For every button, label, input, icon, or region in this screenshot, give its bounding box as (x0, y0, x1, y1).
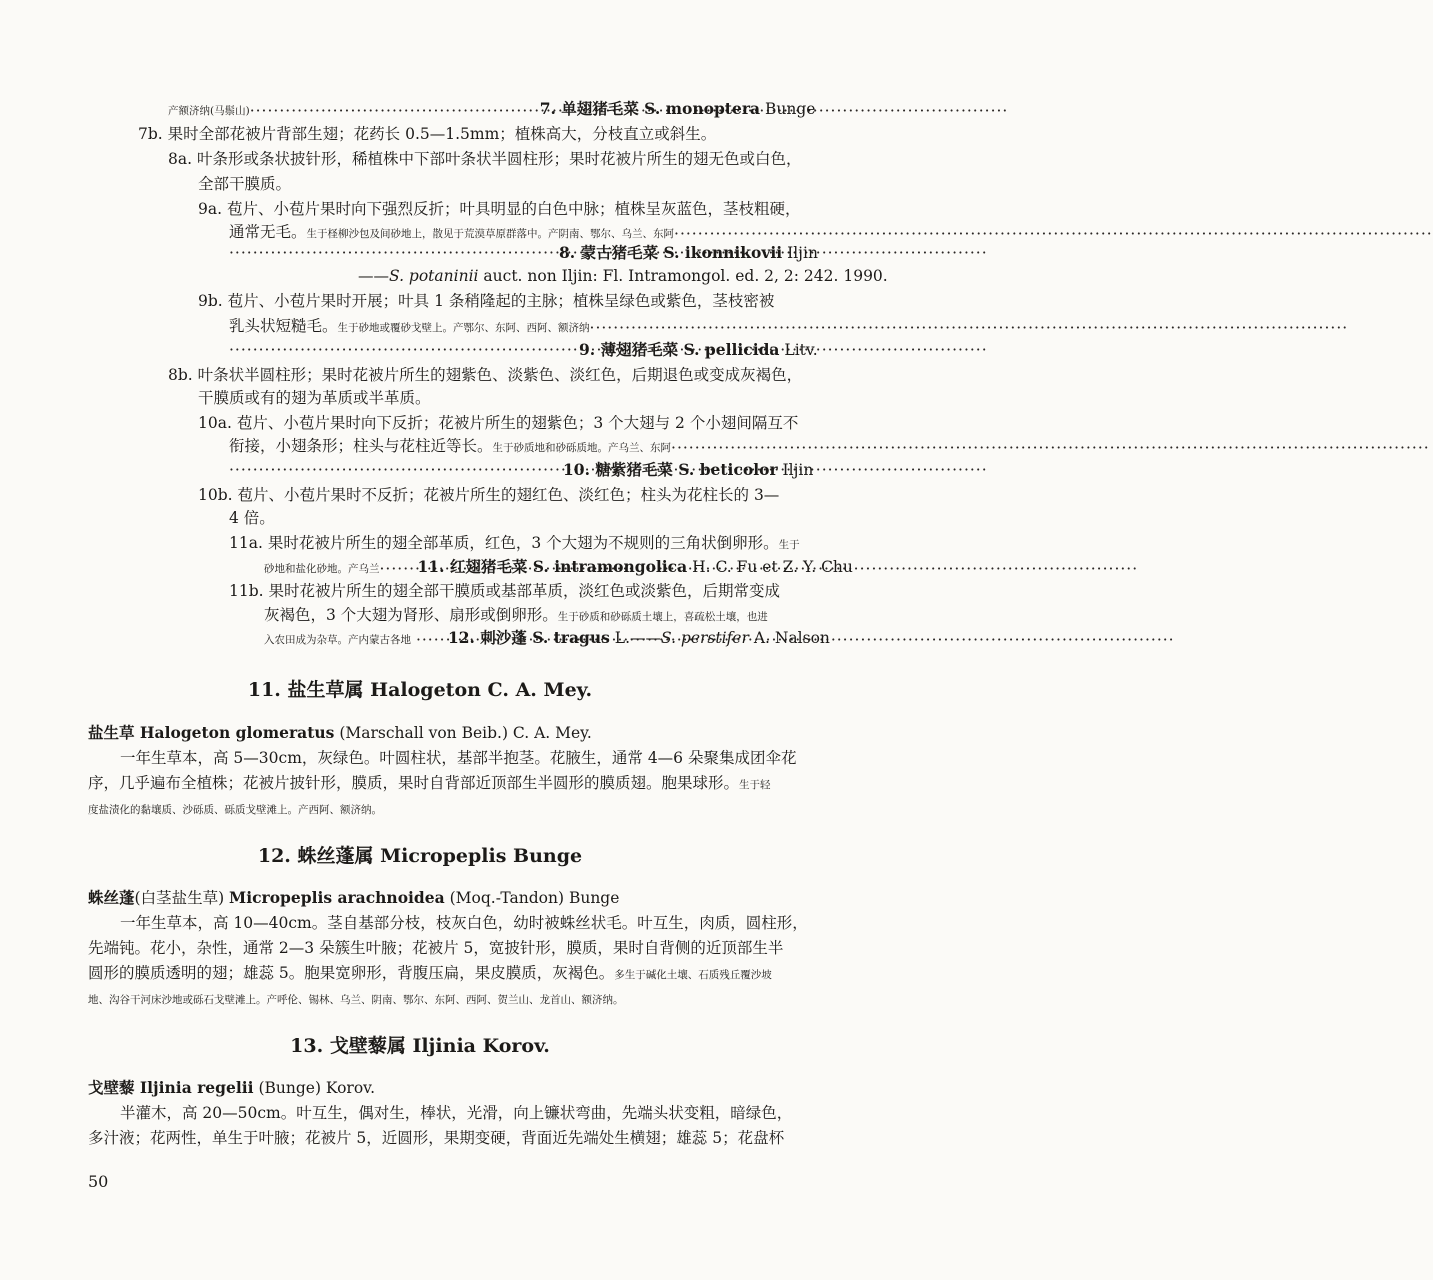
genus-heading-11: 11. 盐生草属 Halogeton C. A. Mey. (247, 679, 593, 701)
distribution-text: 入农田成为杂草。产内蒙古各地 (264, 634, 411, 646)
synonym-name: S. perstifer (661, 629, 749, 647)
species-latin-name: Micropeplis arachnoidea (229, 888, 445, 907)
key-number: 11b. (229, 582, 264, 600)
key-number: 11a. (229, 534, 263, 552)
species-alt-name: (白茎盐生草) (134, 889, 230, 907)
species-latin-name: Halogeton glomeratus (139, 723, 335, 742)
key-line-11a (229, 533, 800, 555)
key-line-9a-cont (229, 222, 774, 244)
species-heading (88, 888, 619, 908)
species-name: 7. 单翅猪毛菜 S. monoptera (539, 99, 761, 118)
page-number: 50 (88, 1172, 109, 1191)
distribution-text: 生于柽柳沙包及间砂地上，散见于荒漠草原群落中。产阴南、鄂尔、乌兰、东阿 (306, 228, 675, 240)
distribution-text: 生于 (778, 539, 800, 551)
description-line: 多汁液；花两性，单生于叶腋；花被片 5，近圆形，果期变硬，背面近先端处生横翅；雄蕊 5；花盘杯 (88, 1129, 785, 1147)
description-line (88, 963, 772, 985)
key-line-9b-end (229, 340, 818, 360)
distribution-text: 生于砂地或覆砂戈壁上。产鄂尔、东阿、西阿、额济纳 (337, 322, 590, 334)
distribution-text: 产额济纳(马鬃山) (168, 105, 250, 117)
leader-dots (380, 559, 418, 579)
habitat-line (88, 988, 624, 1010)
key-line-10b (198, 485, 779, 505)
leader-dots (229, 243, 559, 263)
key-text: 灰褐色，3 个大翅为肾形、扇形或倒卵形。 (264, 606, 558, 624)
description-line: 半灌木，高 20—50cm。叶互生，偶对生，棒状，光滑，向上镰状弯曲，先端头状变粗，暗绿色， (120, 1104, 793, 1122)
genus-heading-12: 12. 蛛丝蓬属 Micropeplis Bunge (257, 845, 583, 867)
key-line-8b (168, 365, 802, 385)
species-author: L.—— (609, 629, 661, 647)
key-text: 果时花被片所生的翅全部革质，红色，3 个大翅为不规则的三角状倒卵形。 (267, 534, 779, 552)
species-author: Iljin (777, 461, 814, 479)
leader-dots (416, 630, 448, 650)
description-text: 序，几乎遍布全植株；花被片披针形，膜质，果时自背部近顶部生半圆形的膜质翅。胞果球形。 (88, 774, 740, 792)
species-name: 10. 糖紫猪毛菜 S. beticolor (563, 460, 778, 479)
key-line-10a-end (229, 460, 813, 480)
key-text: 苞片、小苞片果时向下强烈反折；叶具明显的白色中脉；植株呈灰蓝色，茎枝粗硬， (226, 200, 801, 218)
species-author: Bunge (760, 100, 816, 118)
distribution-text: 砂地和盐化砂地。产乌兰 (264, 563, 380, 575)
species-name: 12. 刺沙蓬 S. tragus (447, 628, 610, 647)
key-number: 9a. (198, 200, 223, 218)
description-line: 先端钝。花小，杂性，通常 2—3 朵簇生叶腋；花被片 5，宽披针形，膜质，果时自背侧的近顶部生半 (88, 939, 784, 957)
species-cn-name: 盐生草 (88, 723, 140, 742)
distribution-text: 生于砂质地和砂砾质地。产乌兰、东阿 (492, 442, 672, 454)
key-text: 苞片、小苞片果时向下反折；花被片所生的翅紫色；3 个大翅与 2 个小翅间隔互不 (236, 414, 799, 432)
key-text: 干膜质或有的翅为革质或半革质。 (198, 389, 431, 407)
key-line-9a-end (229, 243, 818, 263)
habitat-line (88, 798, 382, 820)
key-line-7b (138, 124, 716, 144)
leader-dots (250, 101, 540, 121)
key-text: 叶条形或条状披针形，稀植株中下部叶条状半圆柱形；果时花被片所生的翅无色或白色， (196, 150, 802, 168)
key-number: 8b. (168, 366, 193, 384)
key-line-7a-tail (168, 99, 815, 121)
species-name: 11. 红翅猪毛菜 S. intramongolica (417, 557, 688, 576)
description-text: 圆形的膜质透明的翅；雄蕊 5。胞果宽卵形，背腹压扁，果皮膜质，灰褐色。 (88, 964, 615, 982)
key-line-10b-cont (229, 508, 275, 528)
species-author: H. C. Fu et Z. Y. Chu (687, 558, 853, 576)
distribution-text: 生于砂质和砂砾质土壤上，喜疏松土壤，也进 (557, 611, 768, 623)
key-line-8a-cont (198, 174, 291, 194)
leader-dots (590, 318, 780, 338)
key-number: 10a. (198, 414, 232, 432)
key-text: 全部干膜质。 (198, 175, 292, 193)
key-text: 乳头状短糙毛。 (229, 317, 338, 335)
species-author: Iljin (782, 244, 818, 262)
leader-dots (229, 340, 579, 360)
species-cn-name: 蛛丝蓬 (88, 888, 135, 907)
key-line-9b (198, 291, 774, 311)
species-heading (88, 1078, 375, 1098)
key-line-11b-end (264, 628, 830, 650)
key-number: 7b. (138, 125, 163, 143)
species-author: (Bunge) Korov. (253, 1079, 376, 1097)
key-number: 10b. (198, 486, 233, 504)
species-author: (Moq.-Tandon) Bunge (444, 889, 620, 907)
species-cn-name: 戈壁藜 (88, 1078, 140, 1097)
habitat-text: 地、沟谷干河床沙地或砾石戈壁滩上。产呼伦、锡林、乌兰、阴南、鄂尔、东阿、西阿、贺兰山、龙首山、额济纳。 (88, 994, 624, 1006)
leader-dots (671, 438, 761, 458)
species-author: Litv. (779, 341, 818, 359)
species-heading (88, 723, 592, 743)
habitat-text: 生于轻 (739, 779, 771, 791)
key-line-8a (168, 149, 801, 169)
habitat-text: 多生于碱化土壤、石质残丘覆沙坡 (614, 969, 772, 981)
species-name: 8. 蒙古猪毛菜 S. ikonnikovii (559, 243, 783, 262)
key-line-9b-cont (229, 316, 780, 338)
key-line-11b-cont (264, 605, 768, 627)
key-text: 4 倍。 (229, 509, 275, 527)
synonym-citation: auct. non Iljin: Fl. Intramongol. ed. 2, 2: 242. 1990. (478, 267, 888, 285)
key-text: 叶条状半圆柱形；果时花被片所生的翅紫色、淡紫色、淡红色，后期退色或变成灰褐色， (197, 366, 803, 384)
species-author: (Marschall von Beib.) C. A. Mey. (334, 724, 592, 742)
key-text: 苞片、小苞片果时不反折；花被片所生的翅红色、淡红色；柱头为花柱长的 3— (237, 486, 780, 504)
synonym-dash: —— (358, 267, 389, 285)
synonym-line (358, 266, 888, 286)
key-line-10a-cont (229, 436, 761, 458)
key-number: 8a. (168, 150, 193, 168)
key-line-9a (198, 199, 800, 219)
key-text: 果时全部花被片背部生翅；花药长 0.5—1.5mm；植株高大，分枝直立或斜生。 (167, 125, 717, 143)
key-text: 通常无毛。 (229, 223, 307, 241)
key-line-8b-cont (198, 388, 431, 408)
habitat-text: 度盐渍化的黏壤质、沙砾质、砾质戈壁滩上。产西阿、额济纳。 (88, 804, 382, 816)
key-line-11a-cont (264, 557, 853, 579)
species-name: 9. 薄翅猪毛菜 S. pellicida (579, 340, 780, 359)
key-line-10a (198, 413, 798, 433)
description-line: 一年生草本，高 5—30cm，灰绿色。叶圆柱状，基部半抱茎。花腋生，通常 4—6 朵聚集成团伞花 (120, 749, 797, 767)
description-line (88, 773, 771, 795)
leader-dots (229, 460, 563, 480)
species-latin-name: Iljinia regelii (139, 1078, 254, 1097)
description-line: 一年生草本，高 10—40cm。茎自基部分枝，枝灰白色，幼时被蛛丝状毛。叶互生，肉质，圆柱形， (120, 914, 808, 932)
key-line-11b (229, 581, 780, 601)
genus-heading-13: 13. 戈壁藜属 Iljinia Korov. (290, 1035, 550, 1057)
synonym-author: A. Nalson (748, 629, 830, 647)
key-number: 9b. (198, 292, 223, 310)
key-text: 果时花被片所生的翅全部干膜质或基部革质，淡红色或淡紫色，后期常变成 (268, 582, 781, 600)
key-text: 苞片、小苞片果时开展；叶具 1 条稍隆起的主脉；植株呈绿色或紫色，茎枝密被 (227, 292, 775, 310)
key-text: 衔接，小翅条形；柱头与花柱近等长。 (229, 437, 493, 455)
synonym-name: S. potaninii (389, 267, 479, 285)
leader-dots (674, 224, 774, 244)
